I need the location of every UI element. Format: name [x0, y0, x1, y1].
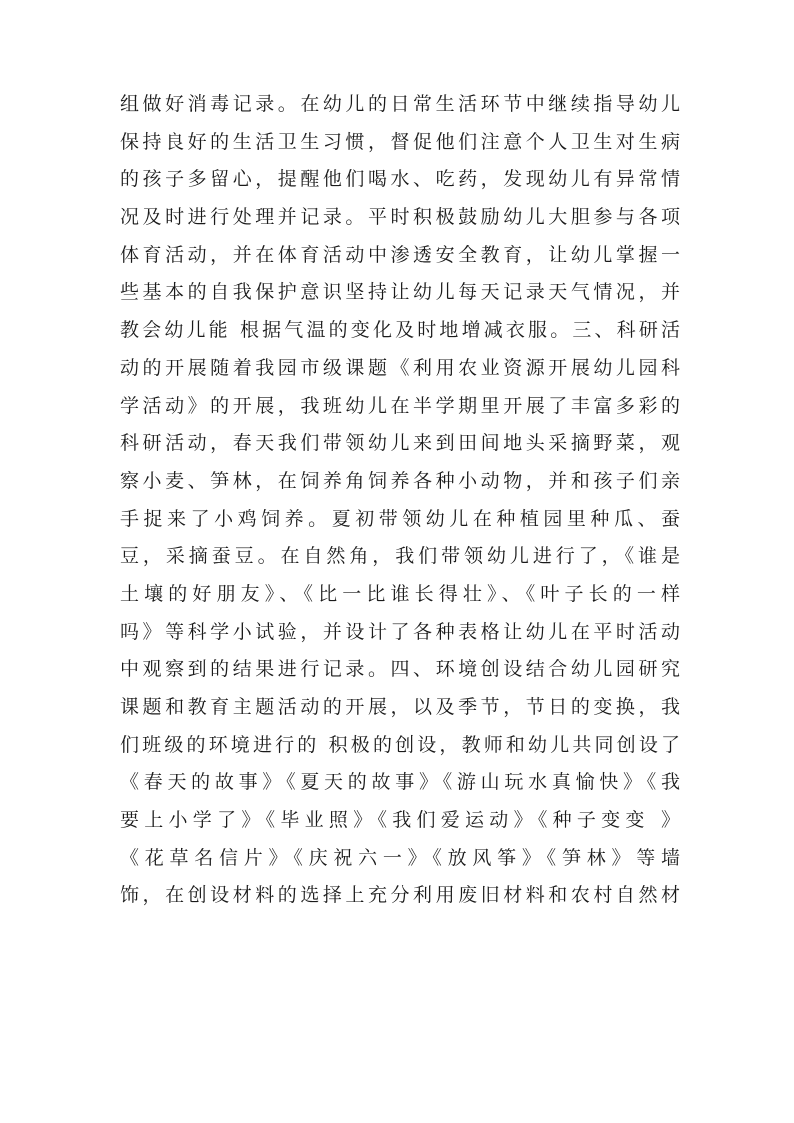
text-line-10: 科研活动，春天我们带领幼儿来到田间地头采摘野菜，观 — [120, 432, 680, 455]
text-line-4: 况及时进行处理并记录。平时积极鼓励幼儿大胆参与各项 — [120, 206, 680, 229]
text-line-13: 豆，采摘蚕豆。在自然角，我们带领幼儿进行了，《谁是 — [120, 545, 680, 568]
text-line-8: 动的开展随着我园市级课题《利用农业资源开展幼儿园科 — [120, 356, 680, 379]
text-line-2: 保持良好的生活卫生习惯，督促他们注意个人卫生对生病 — [120, 130, 680, 153]
text-line-15: 吗》等科学小试验，并设计了各种表格让幼儿在平时活动 — [120, 620, 680, 643]
body-text — [120, 86, 680, 915]
text-line-19: 《春天的故事》《夏天的故事》《游山玩水真愉快》《我 — [120, 771, 680, 794]
text-line-21: 《花草名信片》《庆祝六一》《放风筝》《笋林》等墙 — [120, 846, 680, 869]
text-line-11: 察小麦、笋林，在饲养角饲养各种小动物，并和孩子们亲 — [120, 469, 680, 492]
text-line-18: 们班级的环境进行的 积极的创设，教师和幼儿共同创设了 — [120, 733, 680, 756]
text-line-22: 饰，在创设材料的选择上充分利用废旧材料和农村自然材 — [120, 884, 680, 907]
text-line-12: 手捉来了小鸡饲养。夏初带领幼儿在种植园里种瓜、蚕 — [120, 507, 680, 530]
text-line-16: 中观察到的结果进行记录。四、环境创设结合幼儿园研究 — [120, 658, 680, 681]
text-line-14: 土壤的好朋友》、《比一比谁长得壮》、《叶子长的一样 — [120, 582, 680, 605]
text-line-17: 课题和教育主题活动的开展，以及季节，节日的变换，我 — [120, 696, 680, 718]
text-line-20: 要上小学了》《毕业照》《我们爱运动》《种子变变 》 — [120, 809, 680, 832]
text-line-7: 教会幼儿能 根据气温的变化及时地增减衣服。三、科研活 — [120, 319, 680, 342]
text-line-5: 体育活动，并在体育活动中渗透安全教育，让幼儿掌握一 — [120, 243, 680, 266]
text-line-6: 些基本的自我保护意识坚持让幼儿每天记录天气情况，并 — [120, 281, 680, 304]
text-line-3: 的孩子多留心，提醒他们喝水、吃药，发现幼儿有异常情 — [120, 168, 680, 191]
text-line-9: 学活动》的开展，我班幼儿在半学期里开展了丰富多彩的 — [120, 394, 680, 417]
text-line-1: 组做好消毒记录。在幼儿的日常生活环节中继续指导幼儿 — [120, 93, 680, 115]
